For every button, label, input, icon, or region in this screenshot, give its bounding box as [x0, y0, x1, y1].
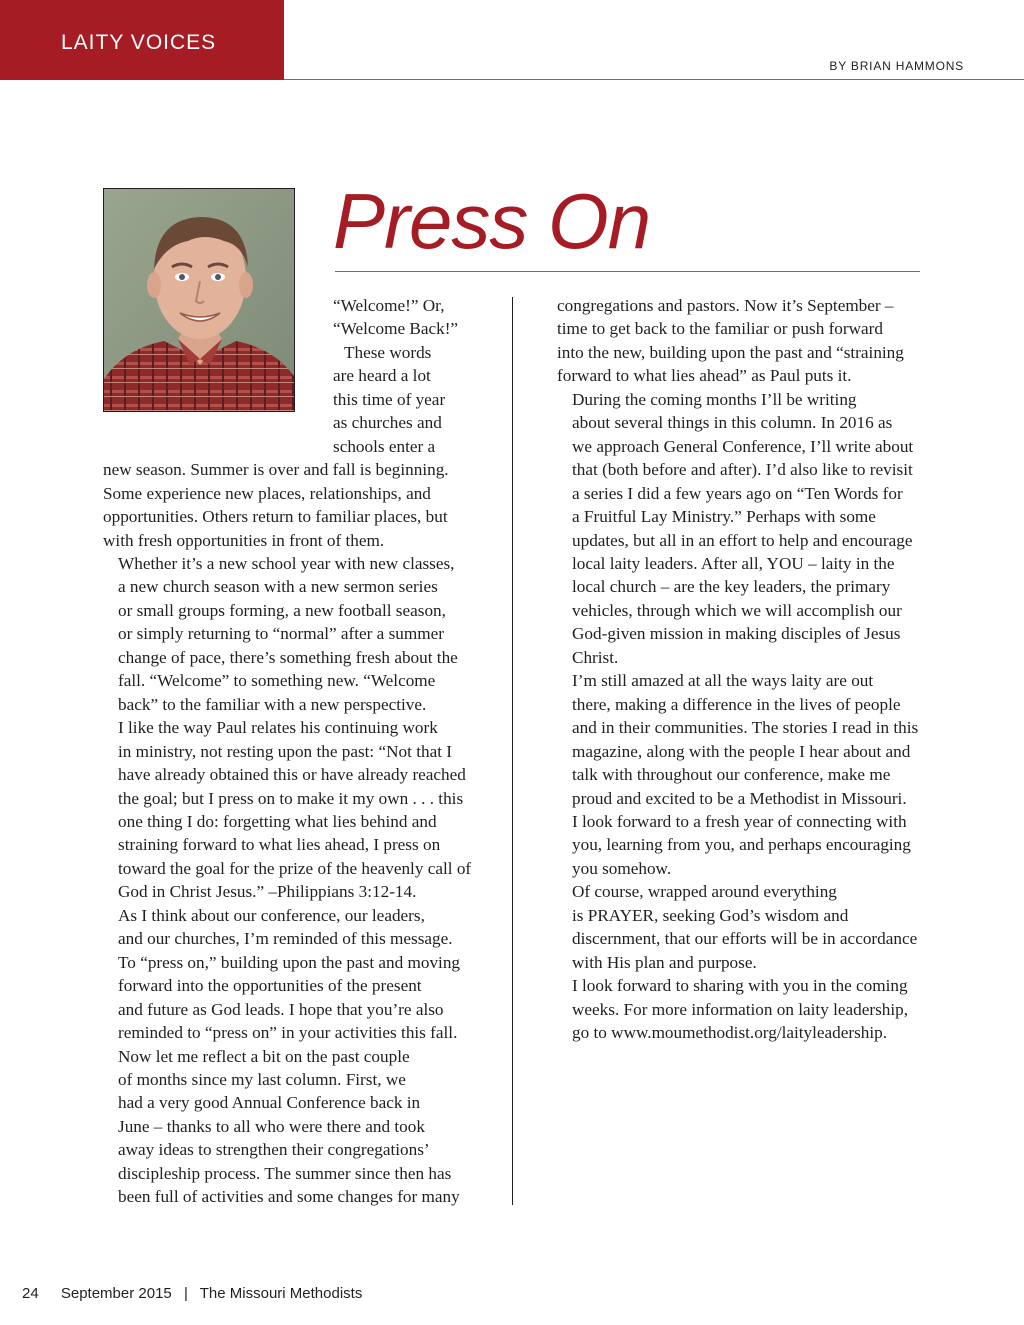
text-line: These words: [344, 342, 432, 362]
text-line: we approach General Conference, I’ll write about: [572, 436, 914, 456]
text-line: there, making a difference in the lives of people: [572, 694, 901, 714]
text-line: is PRAYER, seeking God’s wisdom and: [572, 905, 849, 925]
text-line: I look forward to a fresh year of connecting with: [572, 811, 907, 831]
text-line: local laity leaders. After all, YOU – laity in the: [572, 553, 895, 573]
text-line: discernment, that our efforts will be in accordance: [572, 929, 918, 949]
title-rule: [335, 271, 920, 272]
text-line: are heard a lot: [333, 366, 431, 386]
header-rule: [284, 79, 1024, 80]
text-line: “Welcome!” Or,: [333, 296, 445, 315]
paragraph: [557, 669, 937, 880]
text-line: Now let me reflect a bit on the past couple: [118, 1046, 410, 1066]
text-line: forward to what lies ahead” as Paul puts it.: [557, 366, 852, 386]
text-line: or small groups forming, a new football season,: [118, 600, 446, 620]
text-line: Of course, wrapped around everything: [572, 882, 837, 902]
paragraph: [103, 716, 498, 904]
text-line: with fresh opportunities in front of them.: [103, 530, 385, 550]
text-line: with His plan and purpose.: [572, 952, 757, 972]
byline: BY BRIAN HAMMONS: [829, 59, 964, 73]
right-column: [557, 294, 937, 1045]
text-line: have already obtained this or have already reached: [118, 765, 466, 785]
text-line: away ideas to strengthen their congregations’: [118, 1140, 430, 1160]
text-line: new season. Summer is over and fall is beginning.: [103, 460, 449, 480]
paragraph: [557, 388, 937, 669]
text-line: “Welcome Back!”: [333, 319, 459, 339]
text-line: opportunities. Others return to familiar places, but: [103, 507, 448, 527]
text-line: straining forward to what lies ahead, I press on: [118, 835, 441, 855]
text-line: and in their communities. The stories I read in this: [572, 718, 919, 738]
text-line: weeks. For more information on laity leadership,: [572, 999, 909, 1019]
issue-date: September 2015: [60, 1285, 172, 1302]
text-line: in ministry, not resting upon the past: “Not that I: [118, 741, 452, 761]
footer-separator: |: [183, 1285, 188, 1302]
text-line: forward into the opportunities of the present: [118, 976, 422, 996]
text-line: vehicles, through which we will accomplish our: [572, 600, 902, 620]
right-column-body: [557, 294, 937, 1045]
paragraph: [103, 1045, 498, 1209]
paragraph: [557, 974, 937, 1044]
text-line: I’m still amazed at all the ways laity are out: [572, 671, 874, 691]
text-line: or simply returning to “normal” after a summer: [118, 624, 444, 644]
text-line: you somehow.: [572, 858, 672, 878]
text-line: fall. “Welcome” to something new. “Welcome: [118, 671, 436, 691]
text-line: go to www.moumethodist.org/laityleadership.: [572, 1023, 888, 1043]
text-line: change of pace, there’s something fresh about the: [118, 647, 458, 667]
paragraph: [557, 294, 937, 388]
text-line: As I think about our conference, our leaders,: [118, 905, 425, 925]
text-line: a Fruitful Lay Ministry.” Perhaps with some: [572, 507, 876, 527]
text-line: been full of activities and some changes for many: [118, 1187, 460, 1207]
section-label: LAITY VOICES: [61, 31, 217, 54]
photo-wrap-space: [103, 294, 333, 458]
section-tab: [0, 0, 284, 80]
text-line: and future as God leads. I hope that you’re also: [118, 999, 444, 1019]
text-line: Whether it’s a new school year with new classes,: [118, 553, 455, 573]
text-line: one thing I do: forgetting what lies behind and: [118, 811, 437, 831]
text-line: talk with throughout our conference, make me: [572, 765, 891, 785]
text-line: discipleship process. The summer since then has: [118, 1163, 452, 1183]
text-line: you, learning from you, and perhaps encouraging: [572, 835, 911, 855]
paragraph: [557, 880, 937, 974]
text-line: updates, but all in an effort to help and encourage: [572, 530, 913, 550]
paragraph: [103, 904, 498, 1045]
text-line: God-given mission in making disciples of Jesus: [572, 624, 901, 644]
text-line: toward the goal for the prize of the heavenly call of: [118, 858, 472, 878]
text-line: June – thanks to all who were there and took: [118, 1116, 425, 1136]
text-line: I like the way Paul relates his continuing work: [118, 718, 438, 738]
text-line: congregations and pastors. Now it’s September –: [557, 296, 894, 315]
text-line: Some experience new places, relationships, and: [103, 483, 431, 503]
text-line: back” to the familiar with a new perspective.: [118, 694, 427, 714]
page-number: 24: [22, 1285, 39, 1302]
text-line: into the new, building upon the past and “straining: [557, 342, 904, 362]
text-line: about several things in this column. In 2016 as: [572, 413, 893, 433]
text-line: God in Christ Jesus.” –Philippians 3:12-14.: [118, 882, 417, 902]
text-line: a new church season with a new sermon series: [118, 577, 438, 597]
left-column: [103, 294, 498, 1209]
text-line: schools enter a: [333, 436, 436, 456]
text-line: time to get back to the familiar or push forward: [557, 319, 883, 339]
text-line: local church – are the key leaders, the primary: [572, 577, 891, 597]
article-title: Press On: [333, 177, 651, 265]
text-line: reminded to “press on” in your activities this fall.: [118, 1023, 458, 1043]
text-line: I look forward to sharing with you in the coming: [572, 976, 908, 996]
column-divider: [512, 297, 513, 1205]
text-line: as churches and: [333, 413, 442, 433]
text-line: magazine, along with the people I hear about and: [572, 741, 911, 761]
text-line: had a very good Annual Conference back in: [118, 1093, 421, 1113]
text-line: proud and excited to be a Methodist in Missouri.: [572, 788, 907, 808]
text-line: of months since my last column. First, we: [118, 1069, 406, 1089]
text-line: this time of year: [333, 389, 446, 409]
text-line: a series I did a few years ago on “Ten Words for: [572, 483, 903, 503]
text-line: To “press on,” building upon the past and moving: [118, 952, 461, 972]
text-line: During the coming months I’ll be writing: [572, 389, 857, 409]
text-line: and our churches, I’m reminded of this message.: [118, 929, 453, 949]
text-line: that (both before and after). I’d also like to revisit: [572, 460, 913, 480]
publication-name: The Missouri Methodists: [199, 1285, 363, 1302]
paragraph: [103, 552, 498, 716]
text-line: the goal; but I press on to make it my own . . . this: [118, 788, 464, 808]
page-footer: [22, 1285, 362, 1302]
text-line: Christ.: [572, 647, 619, 667]
